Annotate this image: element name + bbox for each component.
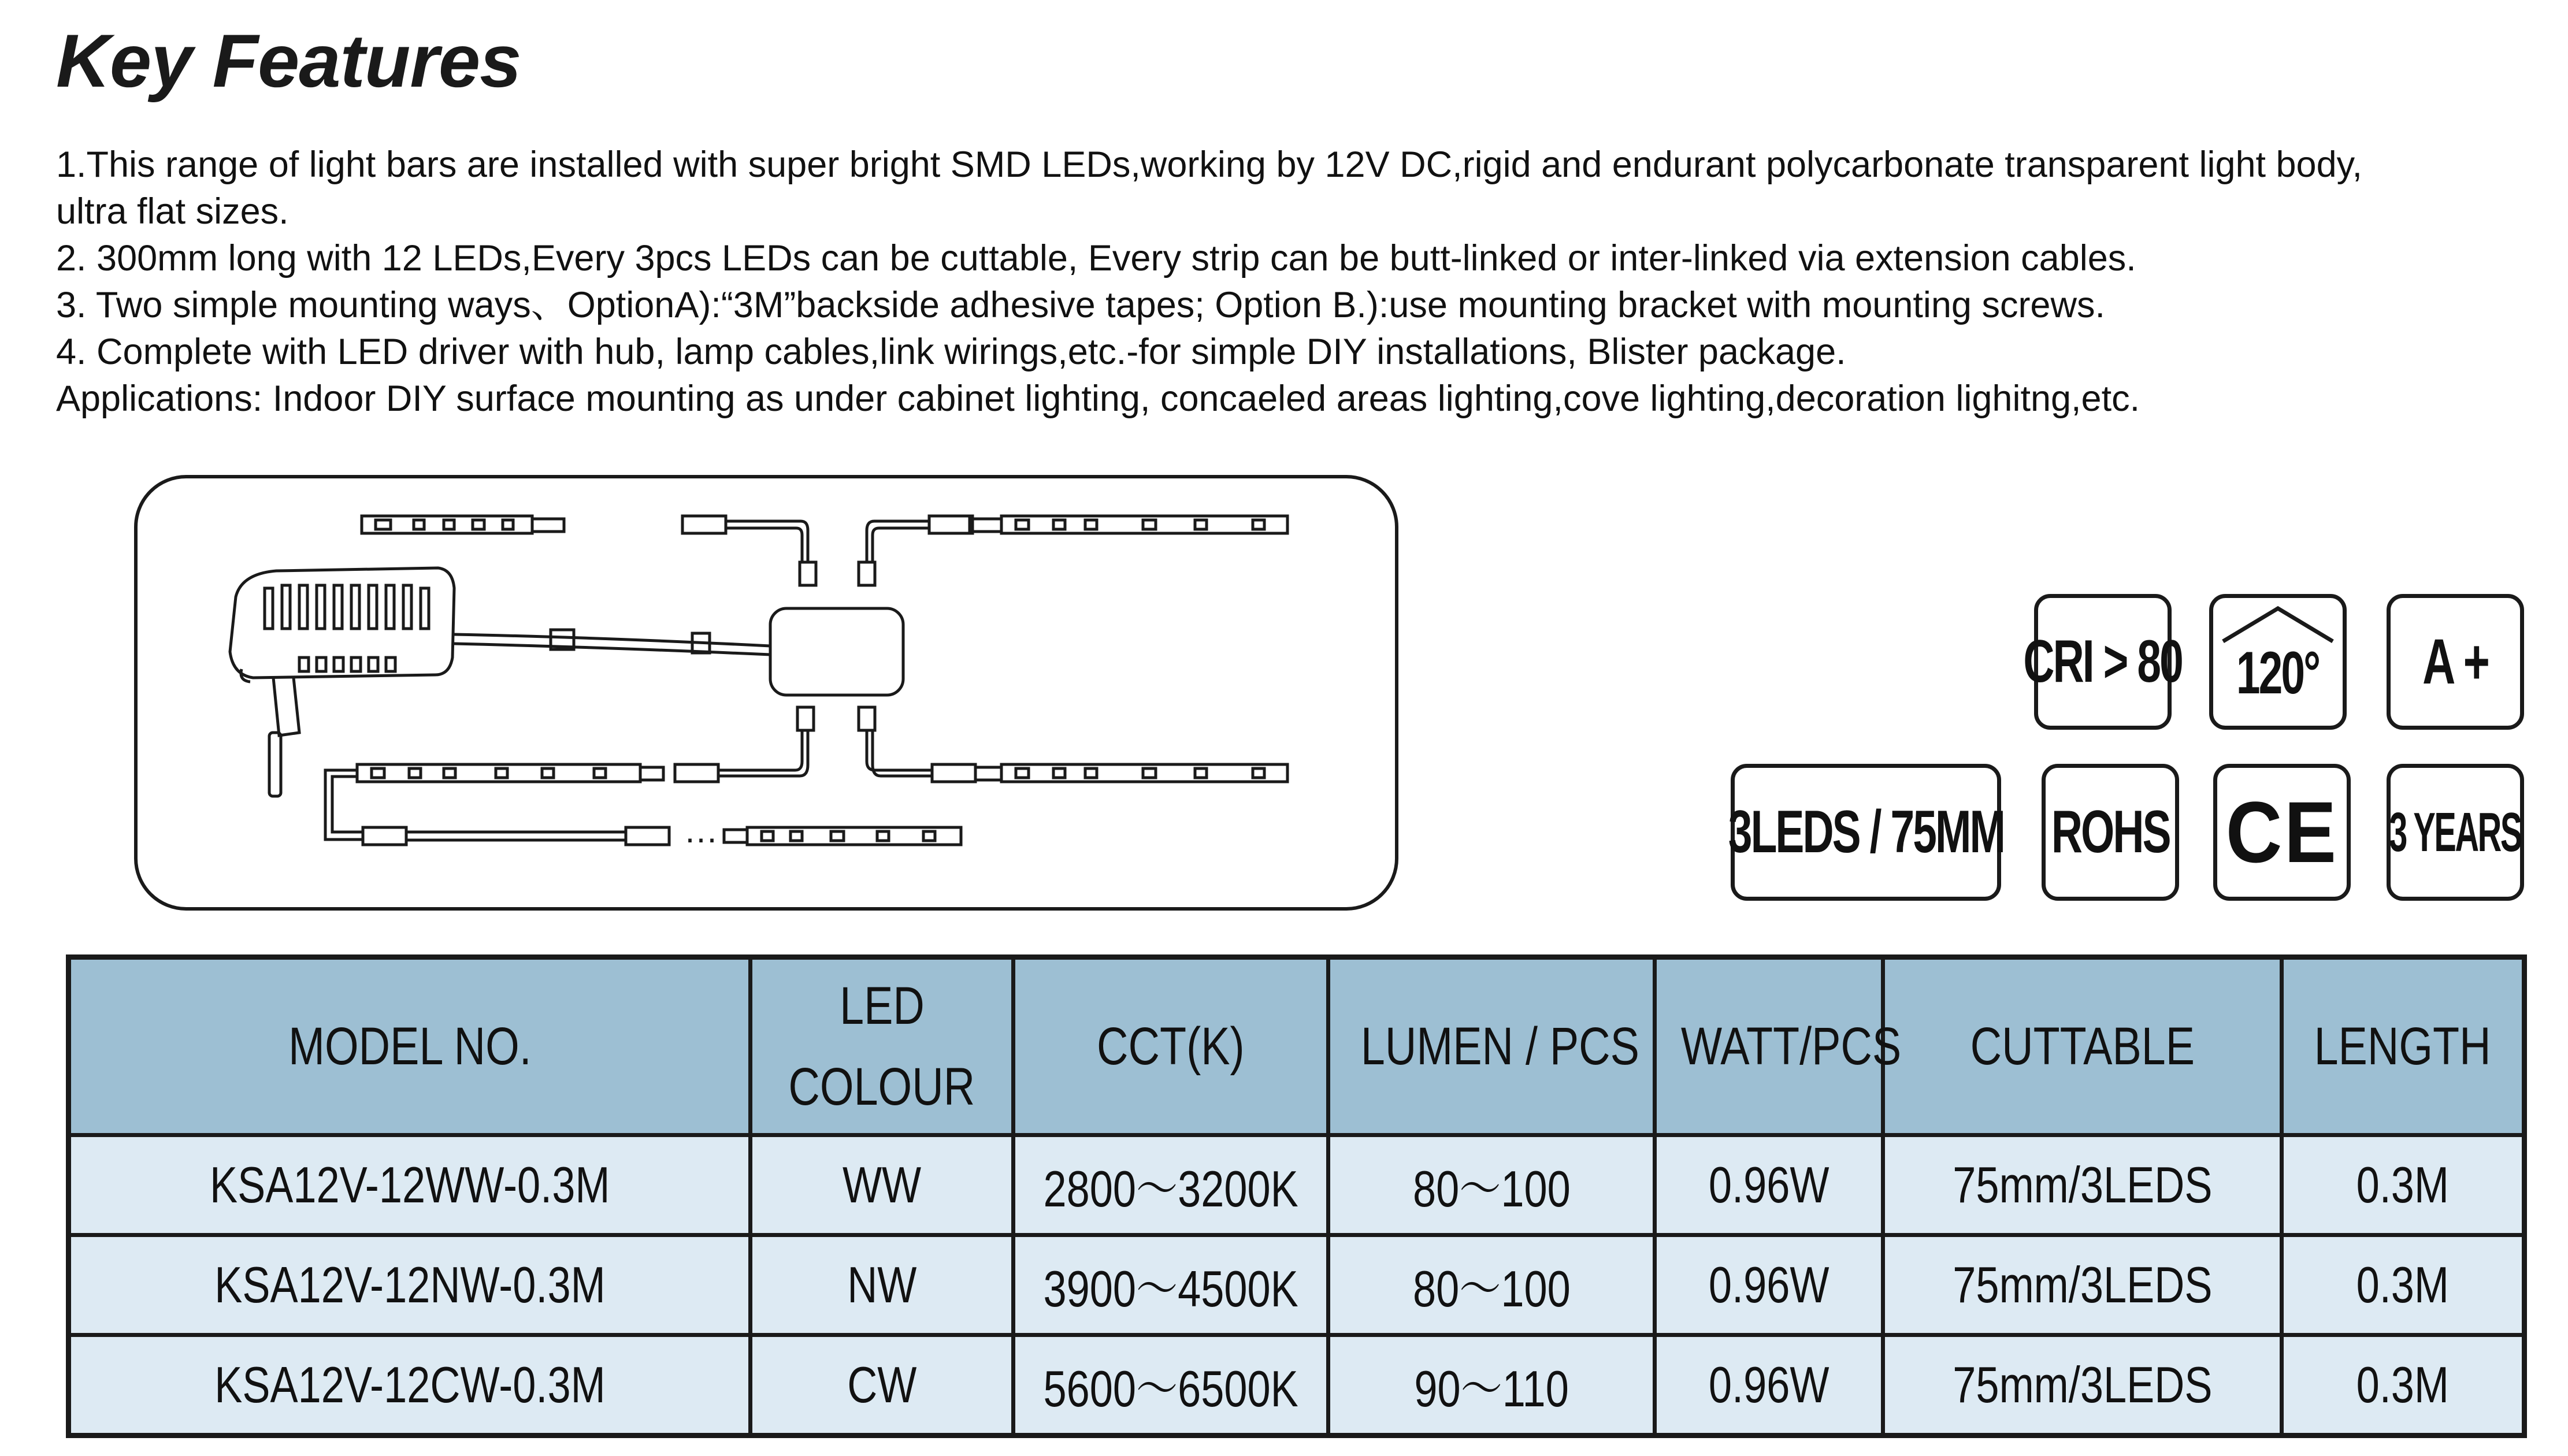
feature-line: 2. 300mm long with 12 LEDs,Every 3pcs LEDs can be cuttable, Every strip can be butt-linked or inter-linked via extension cables.	[56, 238, 2136, 278]
cri-badge: CRI > 80	[2034, 594, 2172, 730]
energy-grade-badge: A +	[2387, 594, 2524, 730]
hub-icon	[770, 608, 903, 695]
table-cell: 90～110	[1328, 1335, 1655, 1436]
table-cell: 0.3M	[2282, 1335, 2525, 1436]
led-strip-icon	[970, 516, 1287, 533]
led-spacing-badge: 3LEDS / 75MM	[1731, 764, 2001, 901]
column-header: WATT/PCS	[1655, 957, 1883, 1135]
table-cell: KSA12V-12NW-0.3M	[69, 1235, 751, 1335]
led-strip-icon	[975, 764, 1287, 782]
feature-line: 1.This range of light bars are installed with super bright SMD LEDs,working by 12V DC,rigid and endurant polycarbonate transparent light body,	[56, 144, 2362, 185]
table-cell: 75mm/3LEDS	[1883, 1335, 2282, 1436]
table-cell: 0.96W	[1655, 1335, 1883, 1436]
beam-angle-badge: 120°	[2209, 594, 2347, 730]
table-row	[69, 1235, 2525, 1335]
table-cell: 75mm/3LEDS	[1883, 1135, 2282, 1235]
feature-line: 3. Two simple mounting ways、OptionA):“3M”backside adhesive tapes; Option B.):use mounting bracket with mounting screws.	[56, 285, 2105, 325]
power-adapter-icon	[230, 568, 770, 796]
led-strip-icon	[362, 516, 564, 533]
table-header-row	[69, 957, 2525, 1135]
column-header: MODEL NO.	[69, 957, 751, 1135]
table-row	[69, 1135, 2525, 1235]
table-cell: 0.96W	[1655, 1135, 1883, 1235]
table-cell: 0.3M	[2282, 1235, 2525, 1335]
warranty-badge: 3 YEARS	[2387, 764, 2524, 901]
table-cell: 3900～4500K	[1014, 1235, 1328, 1335]
feature-list	[56, 142, 2518, 422]
table-cell: 80～100	[1328, 1135, 1655, 1235]
page-title: Key Features	[56, 18, 521, 103]
feature-line: 4. Complete with LED driver with hub, lamp cables,link wirings,etc.-for simple DIY installations, Blister package.	[56, 332, 1846, 372]
beam-angle-icon	[2220, 604, 2336, 644]
table-cell: CW	[751, 1335, 1014, 1436]
wiring-diagram-drawing	[138, 478, 1402, 914]
ellipsis-label: …	[684, 811, 718, 850]
spec-table	[66, 954, 2527, 1438]
column-header: LED COLOUR	[751, 957, 1014, 1135]
column-header: LUMEN / PCS	[1328, 957, 1655, 1135]
applications-line: Applications: Indoor DIY surface mounting as under cabinet lighting, concaeled areas lighting,cove lighting,decoration lighitng,etc.	[56, 378, 2140, 419]
table-cell: KSA12V-12CW-0.3M	[69, 1335, 751, 1436]
table-cell: 0.96W	[1655, 1235, 1883, 1335]
led-strip-icon	[357, 764, 663, 782]
wiring-diagram	[134, 475, 1398, 911]
table-cell: 80～100	[1328, 1235, 1655, 1335]
column-header: CUTTABLE	[1883, 957, 2282, 1135]
table-cell: 75mm/3LEDS	[1883, 1235, 2282, 1335]
feature-line: ultra flat sizes.	[56, 191, 289, 232]
rohs-badge: ROHS	[2042, 764, 2179, 901]
column-header: LENGTH	[2282, 957, 2525, 1135]
led-strip-icon	[724, 827, 961, 845]
table-cell: 2800～3200K	[1014, 1135, 1328, 1235]
ce-badge: CE	[2213, 764, 2351, 901]
table-row	[69, 1335, 2525, 1436]
table-cell: 5600～6500K	[1014, 1335, 1328, 1436]
table-cell: KSA12V-12WW-0.3M	[69, 1135, 751, 1235]
table-cell: WW	[751, 1135, 1014, 1235]
column-header: CCT(K)	[1014, 957, 1328, 1135]
table-cell: 0.3M	[2282, 1135, 2525, 1235]
table-cell: NW	[751, 1235, 1014, 1335]
